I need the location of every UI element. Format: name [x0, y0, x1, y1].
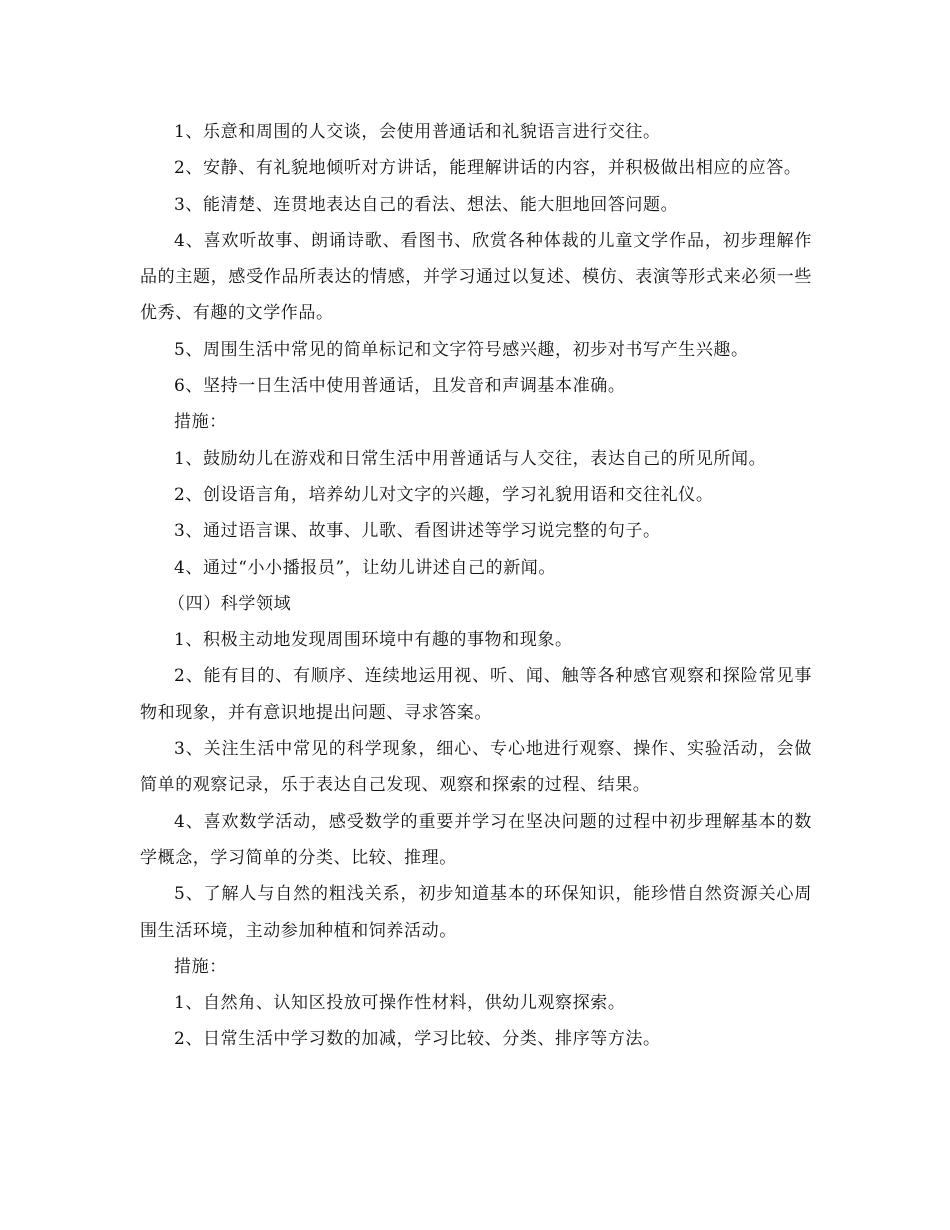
paragraph-science-goal-4: 4、喜欢数学活动，感受数学的重要并学习在坚决问题的过程中初步理解基本的数学概念，学习简单的分类、比较、推理。	[140, 811, 812, 868]
paragraph-science-goal-3: 3、关注生活中常见的科学现象，细心、专心地进行观察、操作、实验活动，会做简单的观察记录，乐于表达自己发现、观察和探索的过程、结果。	[140, 739, 812, 796]
measures-heading-science: 措施：	[174, 956, 227, 977]
paragraph-science-measure-1: 1、自然角、认知区投放可操作性材料，供幼儿观察探索。	[174, 993, 626, 1014]
paragraph-language-measure-3: 3、通过语言课、故事、儿歌、看图讲述等学习说完整的句子。	[174, 521, 661, 542]
section-heading-science: （四）科学领域	[168, 593, 292, 614]
document-body	[140, 114, 812, 1058]
measures-heading-language: 措施：	[174, 412, 227, 433]
paragraph-language-goal-5: 5、周围生活中常见的简单标记和文字符号感兴趣，初步对书写产生兴趣。	[174, 339, 749, 360]
paragraph-language-goal-2: 2、安静、有礼貌地倾听对方讲话，能理解讲话的内容，并积极做出相应的应答。	[174, 158, 802, 179]
paragraph-science-goal-1: 1、积极主动地发现周围环境中有趣的事物和现象。	[174, 630, 573, 651]
paragraph-language-measure-2: 2、创设语言角，培养幼儿对文字的兴趣，学习礼貌用语和交往礼仪。	[174, 484, 714, 505]
paragraph-language-goal-1: 1、乐意和周围的人交谈，会使用普通话和礼貌语言进行交往。	[174, 122, 661, 142]
paragraph-science-goal-5: 5、了解人与自然的粗浅关系，初步知道基本的环保知识，能珍惜自然资源关心周围生活环境，主动参加种植和饲养活动。	[140, 884, 812, 941]
paragraph-science-goal-2: 2、能有目的、有顺序、连续地运用视、听、闻、触等各种感官观察和探险常见事物和现象，并有意识地提出问题、寻求答案。	[140, 666, 812, 723]
paragraph-language-measure-4: 4、通过“小小播报员”，让幼儿讲述自己的新闻。	[174, 557, 556, 578]
paragraph-science-measure-2: 2、日常生活中学习数的加减，学习比较、分类、排序等方法。	[174, 1029, 661, 1050]
paragraph-language-measure-1: 1、鼓励幼儿在游戏和日常生活中用普通话与人交往，表达自己的所见所闻。	[174, 448, 767, 469]
paragraph-language-goal-6: 6、坚持一日生活中使用普通话，且发音和声调基本准确。	[174, 376, 626, 397]
paragraph-language-goal-4: 4、喜欢听故事、朗诵诗歌、看图书、欣赏各种体裁的儿童文学作品，初步理解作品的主题，感受作品所表达的情感，并学习通过以复述、模仿、表演等形式来必须一些优秀、有趣的文学作品。	[140, 230, 812, 324]
paragraph-language-goal-3: 3、能清楚、连贯地表达自己的看法、想法、能大胆地回答问题。	[174, 194, 679, 215]
